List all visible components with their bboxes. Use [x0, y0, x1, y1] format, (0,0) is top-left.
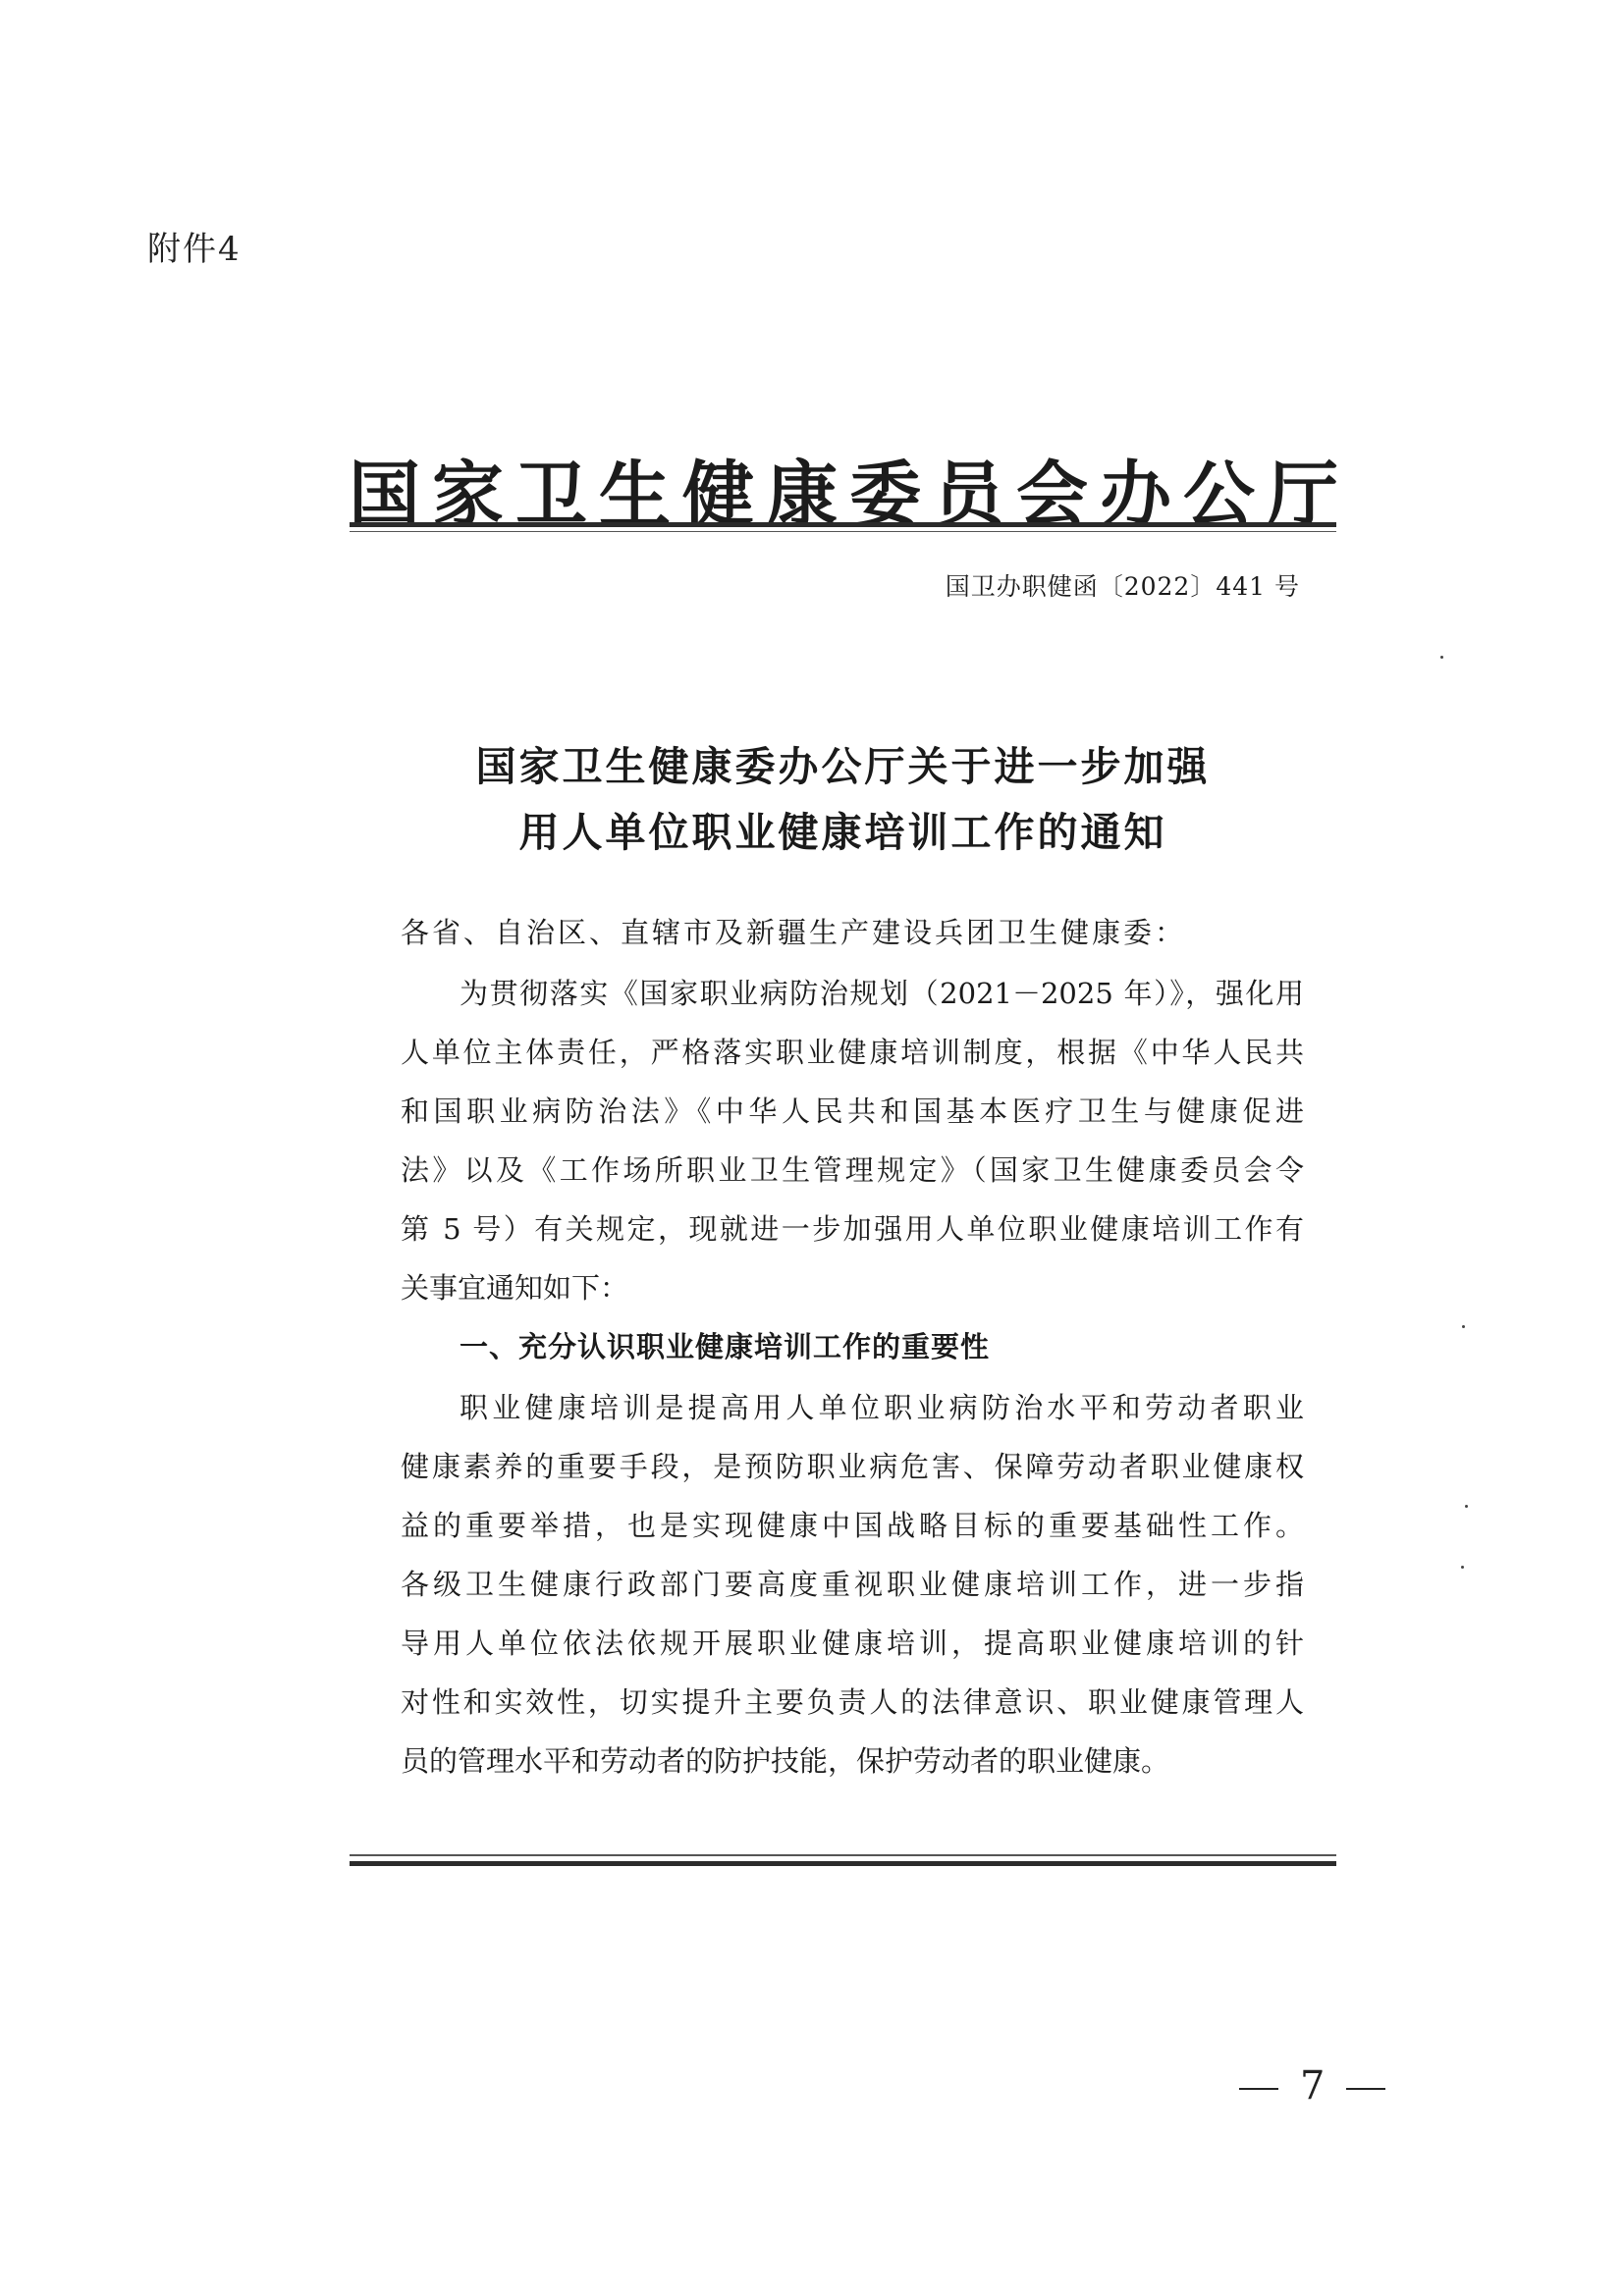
paragraph-2-line: 益的重要举措，也是实现健康中国战略目标的重要基础性工作。: [401, 1509, 1304, 1542]
section-1-heading: 一、充分认识职业健康培训工作的重要性: [460, 1330, 991, 1363]
paragraph-1-line: 为贯彻落实《国家职业病防治规划（2021－2025 年）》，强化用: [460, 977, 1304, 1010]
addressee: 各省、自治区、直辖市及新疆生产建设兵团卫生健康委：: [401, 916, 1187, 949]
page-number-value: 7: [1300, 2063, 1326, 2109]
paragraph-1-line: 第 5 号）有关规定，现就进一步加强用人单位职业健康培训工作有: [401, 1212, 1304, 1246]
scan-speck: [1461, 1566, 1464, 1569]
scan-speck: [1462, 1325, 1465, 1328]
paragraph-2-line: 各级卫生健康行政部门要高度重视职业健康培训工作，进一步指: [401, 1568, 1304, 1601]
paragraph-1-line: 和国职业病防治法》《中华人民共和国基本医疗卫生与健康促进: [401, 1095, 1304, 1128]
paragraph-1-line: 关事宜通知如下：: [401, 1271, 629, 1305]
attachment-label: 附件4: [147, 230, 242, 269]
scan-speck: [1465, 1505, 1468, 1508]
page-number-dash-left: [1239, 2088, 1278, 2090]
scan-speck: [1440, 656, 1443, 659]
footer-rule-thick: [350, 1861, 1336, 1866]
paragraph-2-line: 对性和实效性，切实提升主要负责人的法律意识、职业健康管理人: [401, 1685, 1304, 1719]
issuer-letterhead: 国家卫生健康委员会办公厅: [349, 453, 1350, 537]
page-number: [1218, 2063, 1407, 2109]
paragraph-2-line: 员的管理水平和劳动者的防护技能，保护劳动者的职业健康。: [401, 1744, 1170, 1778]
footer-rule-thin: [350, 1854, 1336, 1856]
paragraph-2-line: 导用人单位依法依规开展职业健康培训，提高职业健康培训的针: [401, 1627, 1304, 1660]
paragraph-2-line: 职业健康培训是提高用人单位职业病防治水平和劳动者职业: [460, 1391, 1304, 1424]
document-title-line-2: 用人单位职业健康培训工作的通知: [518, 809, 1167, 856]
letterhead-rule-thick: [350, 522, 1336, 527]
paragraph-1-line: 法》以及《工作场所职业卫生管理规定》（国家卫生健康委员会令: [401, 1153, 1304, 1187]
document-title-line-1: 国家卫生健康委办公厅关于进一步加强: [475, 743, 1211, 790]
page-number-dash-right: [1346, 2088, 1385, 2090]
letterhead-rule-thin: [350, 531, 1336, 532]
document-number: 国卫办职健函〔2022〕441 号: [945, 572, 1300, 601]
paragraph-2-line: 健康素养的重要手段，是预防职业病危害、保障劳动者职业健康权: [401, 1450, 1304, 1483]
paragraph-1-line: 人单位主体责任，严格落实职业健康培训制度，根据《中华人民共: [401, 1036, 1304, 1069]
